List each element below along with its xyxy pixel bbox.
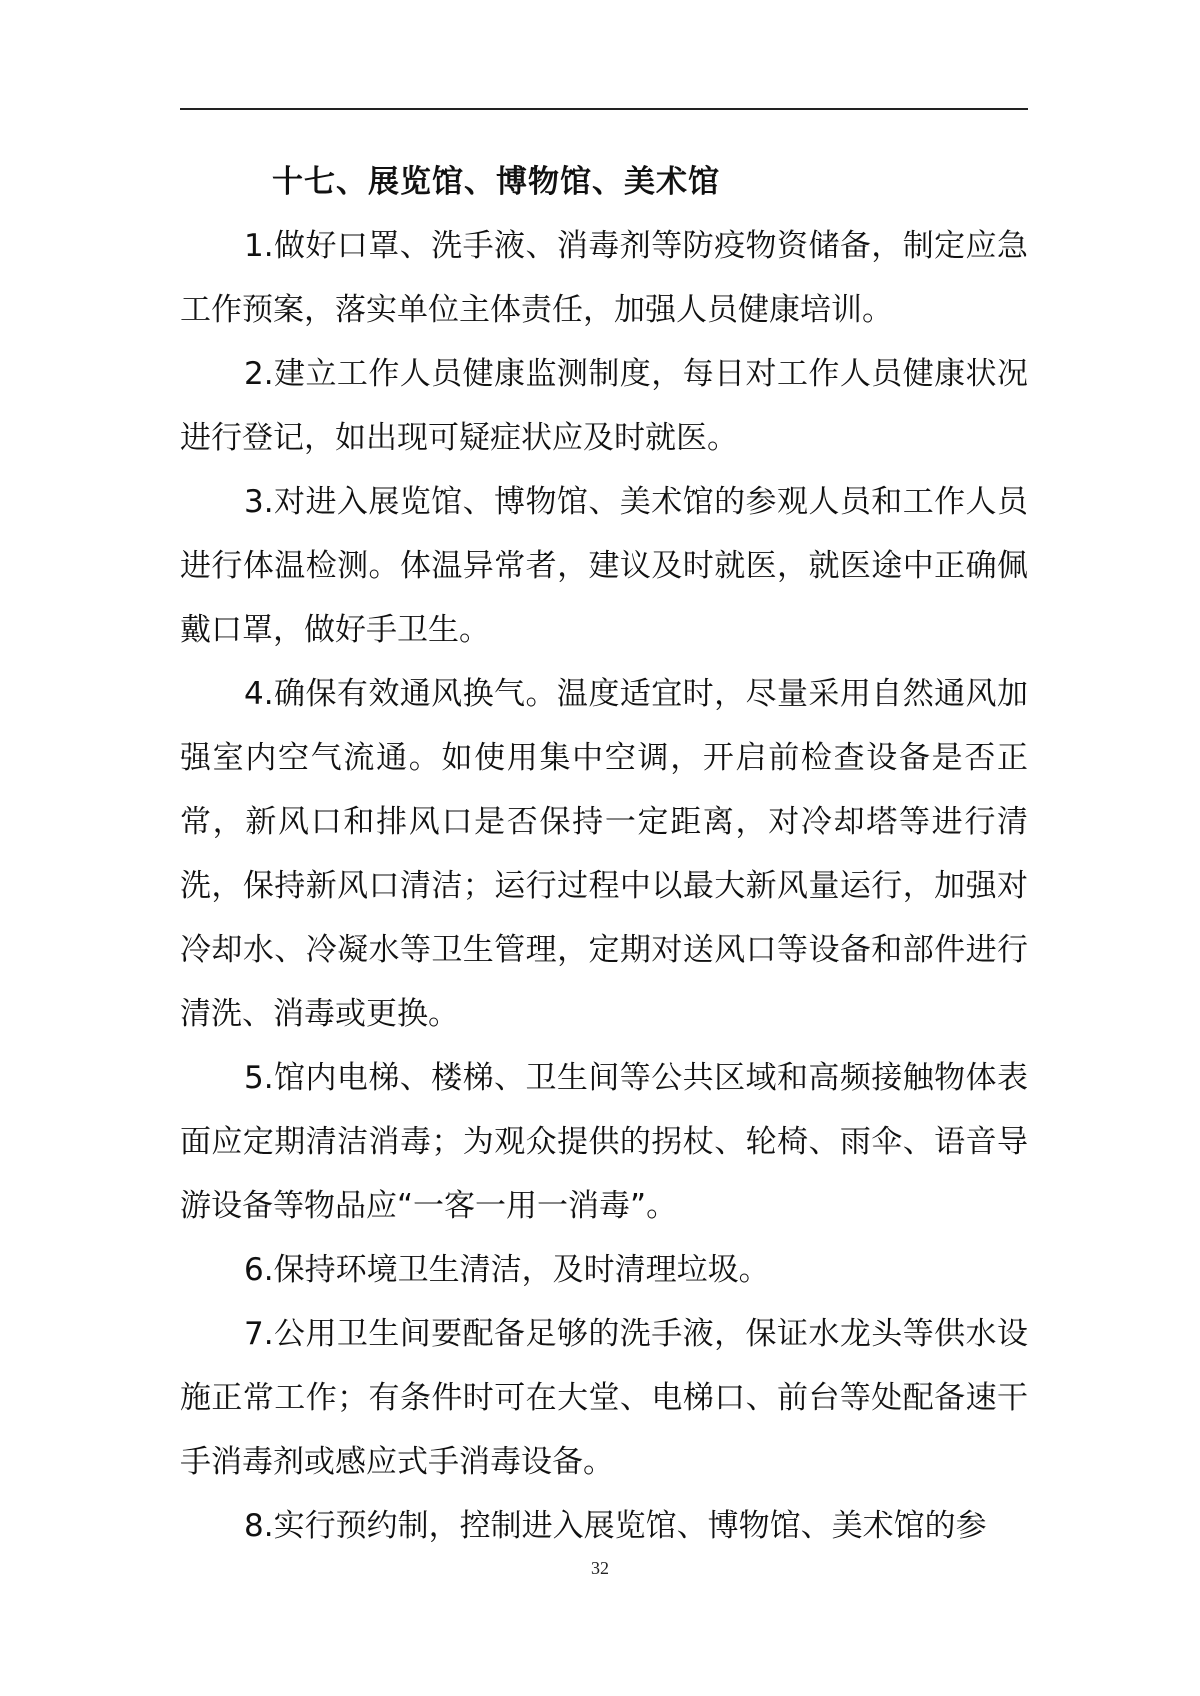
paragraph-5: 5.馆内电梯、楼梯、卫生间等公共区域和高频接触物体表面应定期清洁消毒；为观众提供的拐杖、轮椅、雨伞、语音导游设备等物品应“一客一用一消毒”。 (180, 1060, 1028, 1224)
paragraph-3: 3.对进入展览馆、博物馆、美术馆的参观人员和工作人员进行体温检测。体温异常者，建议及时就医，就医途中正确佩戴口罩，做好手卫生。 (180, 484, 1028, 648)
page-number: 32 (591, 1558, 609, 1578)
paragraph-7: 7.公用卫生间要配备足够的洗手液，保证水龙头等供水设施正常工作；有条件时可在大堂、电梯口、前台等处配备速干手消毒剂或感应式手消毒设备。 (180, 1316, 1028, 1480)
paragraph-2: 2.建立工作人员健康监测制度，每日对工作人员健康状况进行登记，如出现可疑症状应及时就医。 (180, 356, 1028, 456)
paragraph-1: 1.做好口罩、洗手液、消毒剂等防疫物资储备，制定应急工作预案，落实单位主体责任，加强人员健康培训。 (180, 228, 1028, 328)
paragraph-4: 4.确保有效通风换气。温度适宜时，尽量采用自然通风加强室内空气流通。如使用集中空调，开启前检查设备是否正常，新风口和排风口是否保持一定距离，对冷却塔等进行清洗，保持新风口清洁；运行过程中以最大新风量运行，加强对冷却水、冷凝水等卫生管理，定期对送风口等设备和部件进行清洗、消毒或更换。 (180, 676, 1028, 1032)
paragraph-6: 6.保持环境卫生清洁，及时清理垃圾。 (244, 1252, 770, 1288)
document-body (180, 150, 1028, 1558)
paragraph-8: 8.实行预约制，控制进入展览馆、博物馆、美术馆的参 (244, 1508, 987, 1544)
header-rule (180, 108, 1028, 110)
section-title: 十七、展览馆、博物馆、美术馆 (272, 164, 720, 200)
